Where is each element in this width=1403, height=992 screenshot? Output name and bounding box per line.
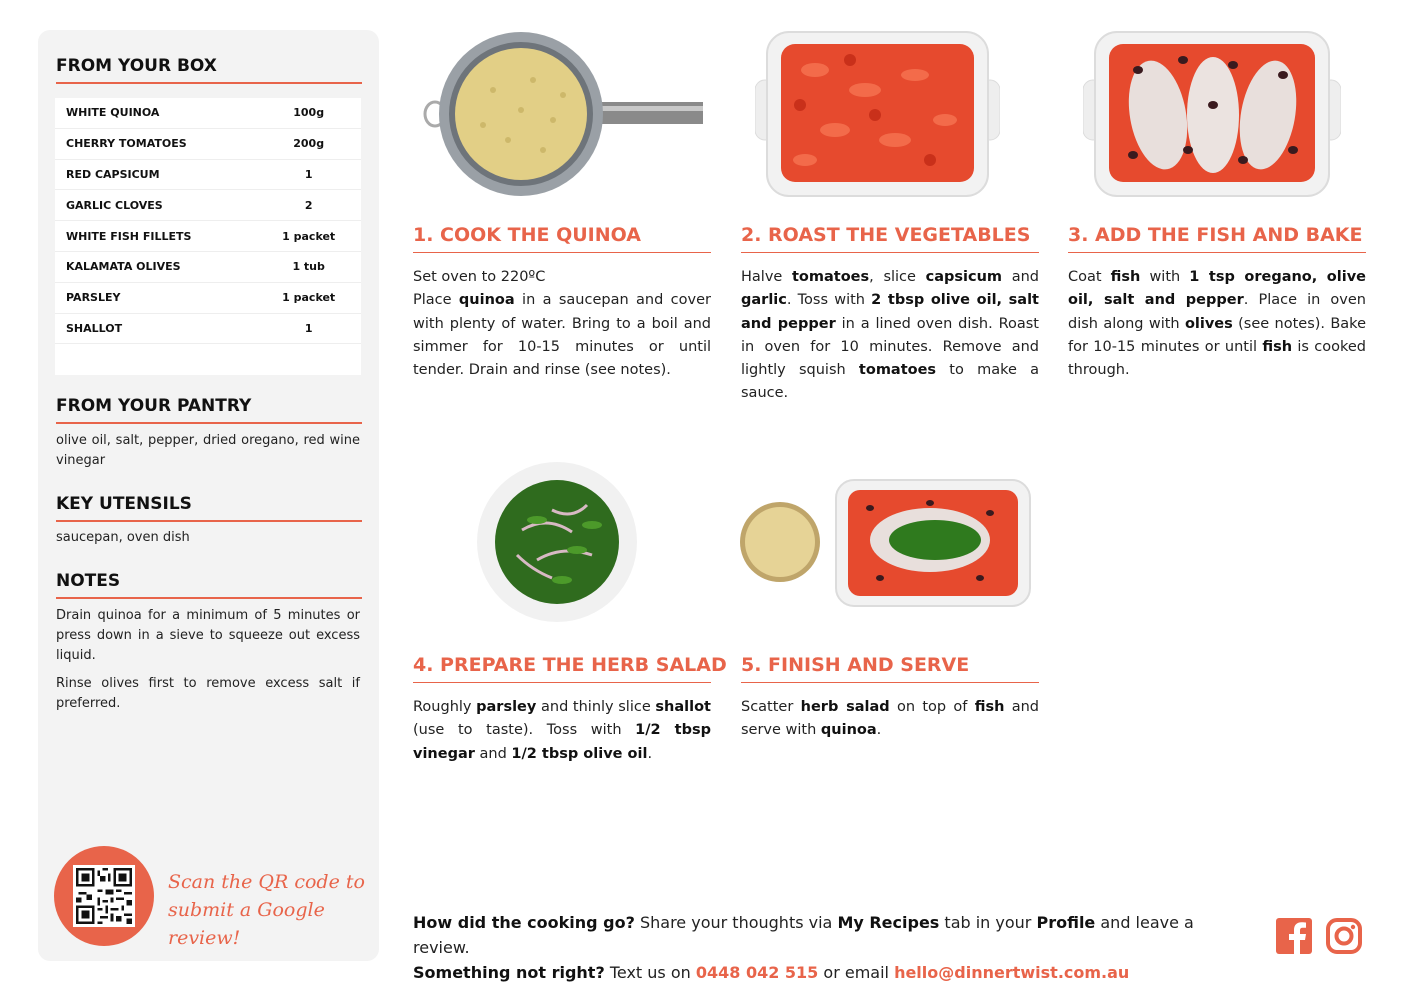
from-your-pantry-heading: FROM YOUR PANTRY	[56, 396, 362, 424]
utensils-text: saucepan, oven dish	[56, 530, 190, 545]
instruction-text: .	[876, 722, 882, 739]
instagram-icon[interactable]	[1326, 918, 1362, 954]
ingredient-qty: 2	[304, 198, 313, 212]
ingredient-qty: 1 packet	[282, 291, 336, 305]
from-your-box-heading: FROM YOUR BOX	[56, 56, 362, 84]
qr-badge	[54, 846, 154, 946]
herb-salad-photo	[477, 460, 637, 625]
step-4-title: 4. PREPARE THE HERB SALAD	[413, 654, 711, 683]
ingredients-sidebar	[38, 30, 379, 961]
instruction-text: Coat	[1068, 269, 1111, 285]
key-utensils-heading: KEY UTENSILS	[56, 494, 362, 522]
ingredient-emphasis: 1 tsp oregano, olive oil, salt and pepper	[1068, 269, 1366, 309]
ingredient-emphasis: capsicum	[925, 269, 1003, 285]
step-2-title: 2. ROAST THE VEGETABLES	[741, 224, 1039, 253]
phone-link[interactable]: 0448 042 515	[695, 963, 819, 982]
step-3-title: 3. ADD THE FISH AND BAKE	[1068, 224, 1366, 253]
instruction-text: .	[647, 745, 653, 762]
feedback-line-2	[413, 960, 1253, 985]
ingredient-emphasis: fish	[974, 699, 1005, 715]
instruction-text: Set oven to 220ºC	[413, 269, 546, 285]
notes-heading: NOTES	[56, 571, 362, 599]
instruction-text: , slice	[869, 269, 926, 285]
ingredient-qty: 1	[304, 321, 313, 335]
ingredient-emphasis: tomatoes	[858, 362, 937, 379]
instruction-text: Roughly	[413, 699, 477, 715]
instruction-text: and serve with	[741, 699, 1039, 739]
table-row	[55, 314, 361, 345]
ingredient-emphasis: tomatoes	[792, 269, 870, 285]
instruction-text: Place	[413, 292, 459, 309]
feedback-text: and leave a review.	[413, 913, 1194, 957]
instruction-text: (see notes). Bake for 10-15 minutes or until	[1068, 315, 1366, 355]
my-recipes-label: My Recipes	[837, 913, 940, 932]
ingredient-qty: 1	[304, 167, 313, 181]
note-2: Rinse olives first to remove excess salt if preferred.	[56, 676, 360, 711]
instruction-text: (use to taste). Toss with	[413, 722, 636, 739]
ingredient-emphasis: 1/2 tbsp vinegar	[413, 722, 711, 762]
step-1-title: 1. COOK THE QUINOA	[413, 224, 711, 253]
instruction-text: to make a sauce.	[741, 362, 1039, 402]
table-row	[55, 129, 361, 160]
feedback-text: Share your thoughts via	[634, 913, 838, 932]
fish-in-oven-dish-photo	[1083, 30, 1341, 200]
ingredient-name: GARLIC CLOVES	[66, 198, 163, 212]
ingredient-emphasis: parsley	[476, 699, 537, 715]
ingredient-emphasis: fish	[1262, 338, 1293, 355]
support-text: Text us on	[604, 963, 696, 982]
feedback-line-1	[413, 910, 1253, 960]
instruction-text: and	[1002, 269, 1039, 285]
qr-code-icon[interactable]	[73, 865, 135, 927]
ingredient-name: SHALLOT	[66, 321, 123, 335]
table-row	[55, 98, 361, 129]
ingredient-qty: 1 packet	[282, 229, 336, 243]
instruction-text: in a lined oven dish. Roast in oven for 10 minutes. Remove and lightly squish	[741, 315, 1039, 379]
ingredient-emphasis: 2 tbsp olive oil, salt and pepper	[741, 292, 1039, 332]
instruction-text: . Place in oven dish along with	[1068, 292, 1366, 332]
instruction-text: on top of	[889, 699, 975, 715]
instruction-text: with	[1140, 269, 1190, 285]
support-question: Something not right?	[413, 963, 605, 982]
qr-caption-line-2: submit a Google review!	[168, 899, 325, 949]
ingredient-qty: 1 tub	[292, 260, 325, 274]
instruction-text: is cooked through.	[1068, 338, 1366, 379]
profile-label: Profile	[1036, 913, 1096, 932]
table-row	[55, 160, 361, 191]
pantry-text: olive oil, salt, pepper, dried oregano, red wine vinegar	[56, 433, 360, 468]
ingredient-emphasis: quinoa	[458, 292, 515, 309]
ingredient-emphasis: fish	[1110, 269, 1141, 285]
qr-caption-line-1: Scan the QR code to	[168, 871, 365, 893]
ingredient-emphasis: garlic	[741, 292, 787, 309]
feedback-text: tab in your	[939, 913, 1037, 932]
ingredient-name: KALAMATA OLIVES	[66, 260, 181, 274]
step-1-body	[413, 266, 711, 382]
finished-dish-photo	[740, 478, 1032, 608]
instruction-text: . Toss with	[786, 292, 872, 309]
step-3-body	[1068, 266, 1366, 382]
ingredient-name: RED CAPSICUM	[66, 167, 160, 181]
ingredient-emphasis: shallot	[655, 699, 711, 715]
step-5-title: 5. FINISH AND SERVE	[741, 654, 1039, 683]
ingredient-name: PARSLEY	[66, 291, 121, 305]
instruction-text: and thinly slice	[536, 699, 656, 715]
ingredient-emphasis: quinoa	[820, 722, 877, 739]
qr-caption	[168, 868, 368, 952]
table-row	[55, 252, 361, 283]
ingredient-name: WHITE FISH FILLETS	[66, 229, 192, 243]
ingredient-qty: 100g	[293, 106, 325, 120]
ingredient-emphasis: olives	[1184, 315, 1233, 332]
step-2-body	[741, 266, 1039, 406]
quinoa-in-sieve-photo	[413, 30, 703, 200]
ingredients-table	[55, 98, 361, 375]
table-row	[55, 221, 361, 252]
instruction-text: Halve	[741, 269, 792, 285]
email-link[interactable]: hello@dinnertwist.com.au	[894, 963, 1130, 982]
ingredient-emphasis: 1/2 tbsp olive oil	[511, 745, 648, 762]
step-5-body	[741, 696, 1039, 743]
instruction-text: Scatter	[741, 699, 801, 715]
ingredient-emphasis: herb salad	[800, 699, 890, 715]
facebook-icon[interactable]	[1276, 918, 1312, 954]
ingredient-name: CHERRY TOMATOES	[66, 137, 187, 151]
roasted-vegetables-photo	[755, 30, 1000, 200]
support-text: or email	[818, 963, 895, 982]
feedback-question: How did the cooking go?	[413, 913, 635, 932]
table-row	[55, 190, 361, 221]
instruction-text: in a saucepan and cover with plenty of water. Bring to a boil and simmer for 10-15 minutes or until tender. Drain and rinse (see notes).	[413, 292, 711, 379]
instruction-text: and	[474, 745, 512, 762]
ingredient-name: WHITE QUINOA	[66, 106, 160, 120]
step-4-body	[413, 696, 711, 766]
feedback-footer	[413, 910, 1253, 985]
table-row	[55, 283, 361, 314]
ingredient-qty: 200g	[293, 137, 325, 151]
note-1: Drain quinoa for a minimum of 5 minutes or press down in a sieve to squeeze out excess liquid.	[56, 608, 360, 663]
